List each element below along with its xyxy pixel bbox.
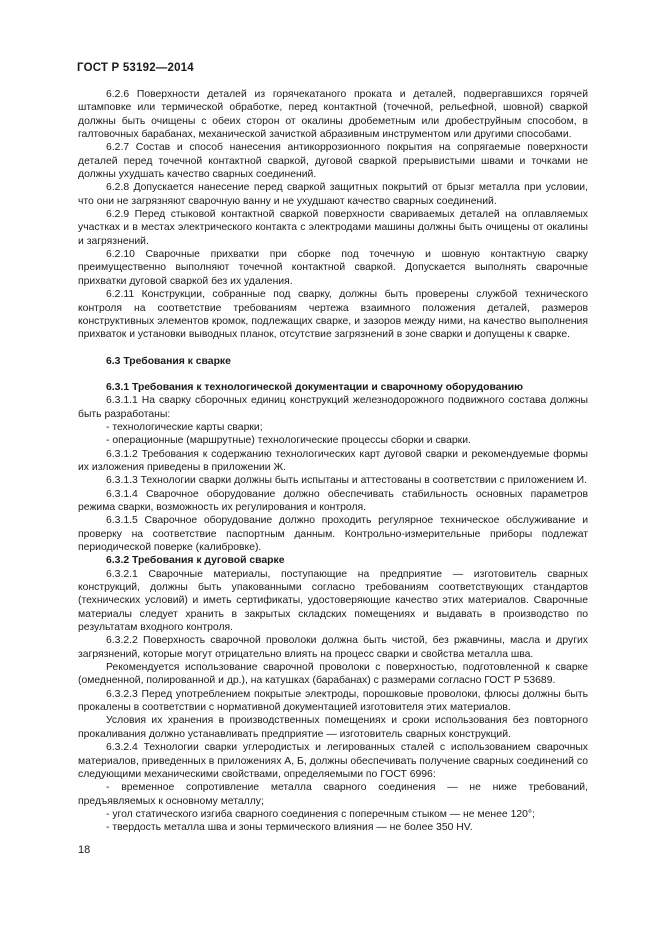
page-number: 18 [78, 844, 91, 856]
clause-6-2-11: 6.2.11 Конструкции, собранные под сварку, должны быть проверены службой технического контроля на соответствие требованиям чертежа взаимного положения деталей, размеров конструктивных элементов кромок, подлежащих сварке, и зазоров между ними, на качество выполнения прихваток и установки выводных планок, отсутствие загрязнений в зоне сварки и допущены к сварке. [78, 289, 588, 341]
page-body [78, 88, 588, 835]
clause-6-3-1-2: 6.3.1.2 Требования к содержанию технологических карт дуговой сварки и рекомендуемые формы их изложения приведены в приложении Ж. [78, 448, 588, 473]
clause-6-3-2-1: 6.3.2.1 Сварочные материалы, поступающие на предприятие — изготовитель сварных конструкций, должны быть упакованными согласно требованиям соответствующих стандартов (технических условий) и иметь сертификаты, удостоверяющие качество этих материалов. Сварочные материалы следует хранить в закрытых складских помещениях и выдавать в производство по результатам входного контроля. [78, 568, 588, 634]
clause-6-3-2-2: 6.3.2.2 Поверхность сварочной проволоки должна быть чистой, без ржавчины, масла и других загрязнений, которые могут отрицательно влиять на процесс сварки и свойства металла шва. [78, 635, 588, 660]
clause-6-3-1-5: 6.3.1.5 Сварочное оборудование должно проходить регулярное техническое обслуживание и проверку на соответствие паспортным данным. Контрольно-измерительные приборы подлежат периодической поверке (калибровке). [78, 515, 588, 553]
standard-header: ГОСТ Р 53192—2014 [77, 62, 194, 74]
clause-6-3-2-4: 6.3.2.4 Технологии сварки углеродистых и легированных сталей с использованием сварочных материалов, приведенных в приложениях А, Б, должны обеспечивать получение сварных соединений со следующими механическими свойствами, определяемыми по ГОСТ 6996: [78, 742, 588, 780]
section-spacer [78, 342, 588, 355]
clause-6-2-7: 6.2.7 Состав и способ нанесения антикоррозионного покрытия на сопрягаемые поверхности деталей перед точечной контактной сваркой, дуговой сваркой прерывистыми швами и точками не должны ухудшать качество сварных соединений. [78, 142, 588, 181]
subsection-heading-6-3-1: 6.3.1 Требования к технологической документации и сварочному оборудованию [106, 381, 524, 393]
subsection-heading-6-3-2: 6.3.2 Требования к дуговой сварке [106, 555, 285, 567]
clause-6-2-10: 6.2.10 Сварочные прихватки при сборке под точечную и шовную контактную сварку преимущественно выполняют точечной контактной сваркой. Допускается выполнять сварочные прихватки дуговой сваркой без их удаления. [78, 249, 588, 287]
recommendation-paragraph: Рекомендуется использование сварочной проволоки с поверхностью, подготовленной к сварке (омедненной, полированной и др.), на катушках (барабанах) с размерами согласно ГОСТ Р 53689. [78, 662, 588, 687]
clause-6-3-1-3: 6.3.1.3 Технологии сварки должны быть испытаны и аттестованы в соответствии с приложением И. [106, 475, 588, 487]
section-heading-6-3: 6.3 Требования к сварке [106, 355, 231, 367]
storage-conditions-paragraph: Условия их хранения в производственных помещениях и сроки использования без повторного прокаливания должно устанавливать предприятие — изготовитель сварных конструкций. [78, 715, 588, 740]
section-spacer [78, 368, 588, 381]
clause-6-2-6: 6.2.6 Поверхности деталей из горячекатаного проката и деталей, подвергавшихся горячей штамповке или термической обработке, перед контактной (точечной, рельефной, шовной) сваркой должны быть очищены с обеих сторон от окалины дробеметным или дробеструйным способом, в галтовочных барабанах, механической зачисткой абразивным инструментом или другими способами. [78, 89, 588, 141]
clause-6-2-8: 6.2.8 Допускается нанесение перед сваркой защитных покрытий от брызг металла при условии, что они не загрязняют сварочную ванну и не ухудшают качество сварных соединений. [78, 182, 588, 207]
clause-6-3-1-1: 6.3.1.1 На сварку сборочных единиц конструкций железнодорожного подвижного состава должны быть разработаны: [78, 395, 588, 420]
list-item: - временное сопротивление металла сварного соединения — не ниже требований, предъявляемых к основному металлу; [78, 782, 588, 807]
clause-6-3-1-4: 6.3.1.4 Сварочное оборудование должно обеспечивать стабильность основных параметров режима сварки, возможность их регулирования и контроля. [78, 488, 588, 513]
clause-6-2-9: 6.2.9 Перед стыковой контактной сваркой поверхности свариваемых деталей на оплавляемых участках и в местах электрического контакта с электродами машины должны быть очищены от окалины и загрязнений. [78, 209, 588, 247]
list-item: - твердость металла шва и зоны термического влияния — не более 350 HV. [106, 822, 473, 834]
list-item: - угол статического изгиба сварного соединения с поперечным стыком — не менее 120°; [106, 808, 535, 820]
list-item: - операционные (маршрутные) технологические процессы сборки и сварки. [106, 435, 471, 447]
list-item: - технологические карты сварки; [106, 421, 263, 433]
clause-6-3-2-3: 6.3.2.3 Перед употреблением покрытые электроды, порошковые проволоки, флюсы должны быть прокалены в соответствии с нормативной документацией изготовителя этих материалов. [78, 688, 588, 714]
